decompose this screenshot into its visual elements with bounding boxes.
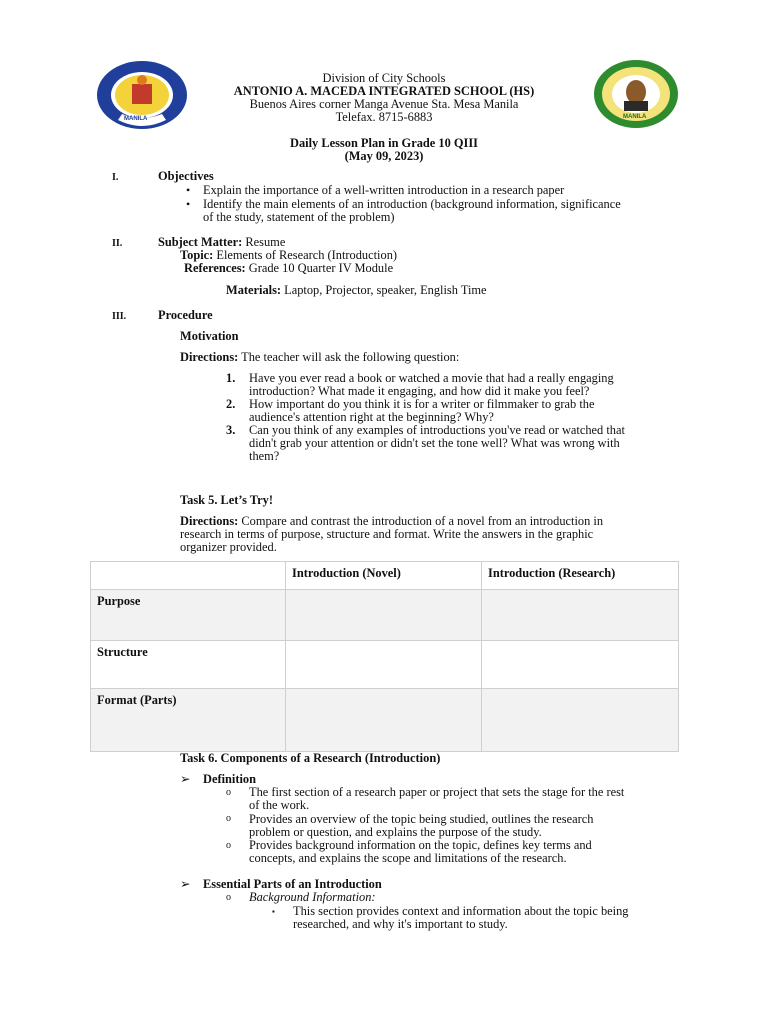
question-text: Can you think of any examples of introductions you've read or watched that	[249, 423, 625, 437]
references-label: References:	[184, 261, 246, 275]
division-name: Division of City Schools	[322, 71, 446, 85]
objective-item: of the study, statement of the problem)	[203, 210, 395, 224]
task5-directions-label: Directions:	[180, 514, 239, 528]
materials-label: Materials:	[226, 283, 282, 297]
question-number: 1.	[226, 371, 236, 385]
definition-item: of the work.	[249, 798, 310, 812]
table-row	[91, 590, 679, 641]
definition-item: Provides background information on the topic, defines key terms and	[249, 838, 592, 852]
circle-bullet-icon: o	[226, 787, 231, 798]
background-info-text: researched, and why it's important to study.	[293, 917, 508, 931]
directions-label: Directions:	[180, 350, 239, 364]
bullet-icon: •	[186, 197, 191, 211]
question-text: audience's attention right at the beginning? Why?	[249, 410, 494, 424]
background-info-text: This section provides context and information about the topic being	[293, 904, 629, 918]
materials-line	[226, 284, 487, 297]
procedure-heading: Procedure	[158, 308, 213, 322]
table-row-label: Format (Parts)	[91, 689, 286, 752]
question-text: Have you ever read a book or watched a movie that had a really engaging	[249, 371, 614, 385]
table-header-cell	[91, 562, 286, 590]
task5-directions-text: organizer provided.	[180, 540, 277, 554]
school-telefax: Telefax. 8715-6883	[335, 110, 433, 124]
references-line	[184, 262, 393, 275]
question-number: 3.	[226, 423, 236, 437]
subject-value: Resume	[242, 235, 286, 249]
question-text: didn't grab your attention or didn't set the tone well? What was wrong with	[249, 436, 620, 450]
plan-title: Daily Lesson Plan in Grade 10 QIII	[290, 136, 478, 150]
topic-value: Elements of Research (Introduction)	[213, 248, 398, 262]
objective-item: Identify the main elements of an introduction (background information, significance	[203, 197, 621, 211]
definition-item: concepts, and explains the scope and limitations of the research.	[249, 851, 567, 865]
left-seal-bottom-text: MANILA	[124, 116, 148, 122]
school-address: Buenos Aires corner Manga Avenue Sta. Mesa Manila	[249, 97, 519, 111]
directions-text: The teacher will ask the following question:	[238, 350, 460, 364]
question-text: them?	[249, 449, 280, 463]
school-name: ANTONIO A. MACEDA INTEGRATED SCHOOL (HS)	[233, 84, 535, 98]
circle-bullet-icon: o	[226, 813, 231, 824]
table-row-label: Structure	[91, 641, 286, 689]
task5-title: Task 5. Let’s Try!	[180, 493, 273, 507]
section-number-3: III.	[112, 311, 127, 322]
table-header-cell: Introduction (Novel)	[286, 562, 482, 590]
motivation-directions	[180, 351, 459, 364]
table-row	[91, 641, 679, 689]
essential-parts-heading: Essential Parts of an Introduction	[203, 877, 382, 891]
table-header-row	[91, 562, 679, 590]
bullet-icon: •	[186, 183, 191, 197]
table-answer-cell[interactable]	[286, 590, 482, 641]
table-row-label: Purpose	[91, 590, 286, 641]
square-bullet-icon: ▪	[272, 907, 275, 916]
section-number-1: I.	[112, 172, 119, 183]
motivation-heading: Motivation	[180, 329, 239, 343]
task5-directions-text: research in terms of purpose, structure and format. Write the answers in the graphic	[180, 527, 594, 541]
objective-item: Explain the importance of a well-written introduction in a research paper	[203, 183, 565, 197]
arrow-bullet-icon: ➢	[180, 877, 191, 891]
circle-bullet-icon: o	[226, 892, 231, 903]
question-number: 2.	[226, 397, 236, 411]
table-row	[91, 689, 679, 752]
arrow-bullet-icon: ➢	[180, 772, 191, 786]
table-answer-cell[interactable]	[482, 641, 679, 689]
plan-date: (May 09, 2023)	[344, 149, 424, 163]
definition-heading: Definition	[203, 772, 257, 786]
table-answer-cell[interactable]	[482, 689, 679, 752]
right-seal-bottom-text: MANILA	[623, 114, 647, 120]
question-text: How important do you think it is for a writer or filmmaker to grab the	[249, 397, 595, 411]
table-answer-cell[interactable]	[286, 689, 482, 752]
task6-title: Task 6. Components of a Research (Introduction)	[180, 751, 441, 765]
definition-item: The first section of a research paper or project that sets the stage for the rest	[249, 785, 625, 799]
section-number-2: II.	[112, 238, 123, 249]
definition-item: Provides an overview of the topic being studied, outlines the research	[249, 812, 594, 826]
objectives-heading: Objectives	[158, 169, 214, 183]
table-answer-cell[interactable]	[482, 590, 679, 641]
table-header-cell: Introduction (Research)	[482, 562, 679, 590]
references-value: Grade 10 Quarter IV Module	[245, 261, 394, 275]
question-text: introduction? What made it engaging, and how did it make you feel?	[249, 384, 590, 398]
materials-value: Laptop, Projector, speaker, English Time	[281, 283, 487, 297]
task5-directions-text: Compare and contrast the introduction of a novel from an introduction in	[238, 514, 604, 528]
definition-item: problem or question, and explains the purpose of the study.	[249, 825, 542, 839]
table-answer-cell[interactable]	[286, 641, 482, 689]
subject-label: Subject Matter:	[158, 235, 243, 249]
graphic-organizer-table	[90, 561, 679, 752]
topic-label: Topic:	[180, 248, 214, 262]
background-info-label: Background Information:	[249, 890, 376, 904]
circle-bullet-icon: o	[226, 840, 231, 851]
